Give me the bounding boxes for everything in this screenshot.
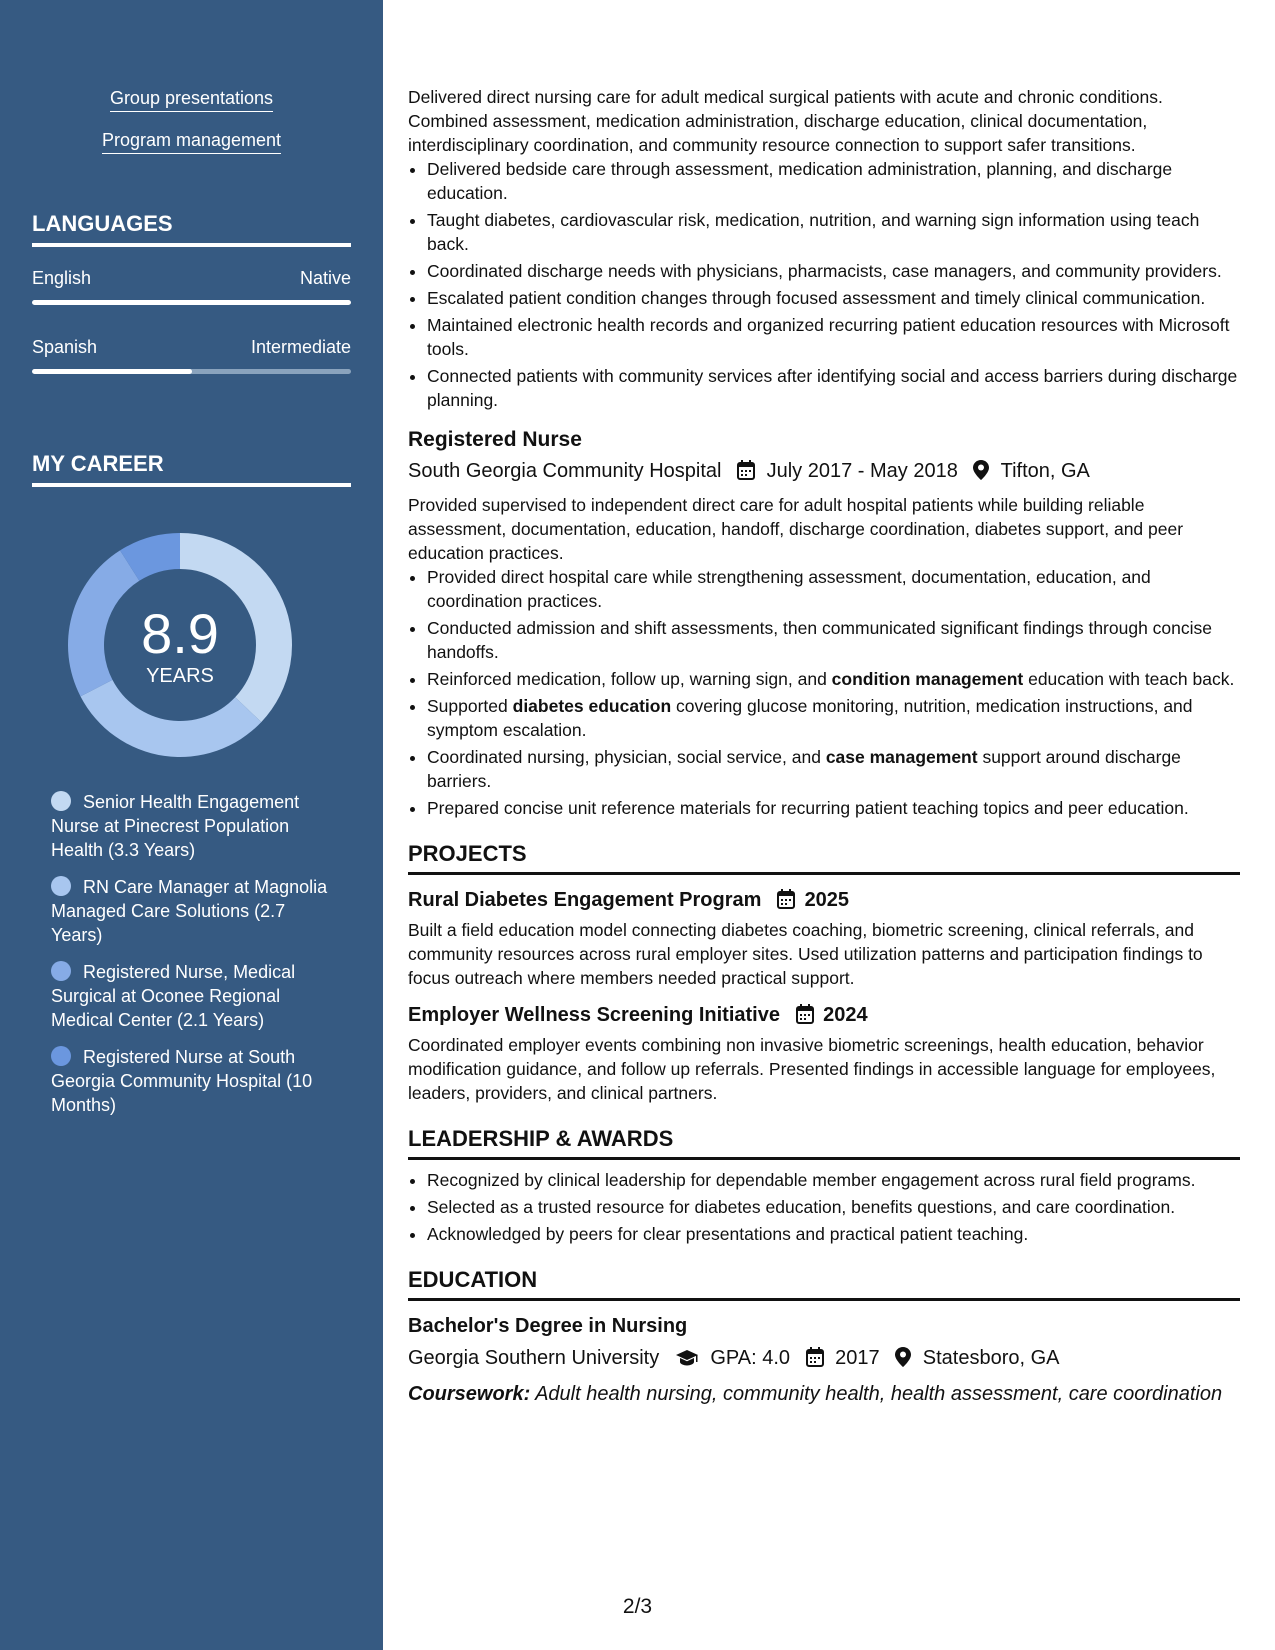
calendar-icon (806, 1346, 824, 1376)
job-meta (408, 456, 1240, 489)
main-content (408, 85, 1240, 1408)
bullet-item: • Provided direct hospital care while strengthening assessment, documentation, education, and coordination practices. (427, 565, 1240, 613)
languages-heading: LANGUAGES (32, 211, 351, 247)
project-name: Employer Wellness Screening Initiative (408, 1004, 780, 1026)
language-bar (32, 300, 351, 305)
job-title: Registered Nurse (408, 428, 582, 451)
career-item (51, 1045, 341, 1117)
project-description: Coordinated employer events combining non invasive biometric screenings, health education, behavior modification guidance, and follow up referrals. Presented findings in accessible language for employees, leaders, providers, and clinical partners. (408, 1035, 1216, 1103)
bullet-text: Supported (427, 696, 513, 716)
career-dot (51, 961, 71, 981)
bullet-item (427, 745, 1240, 793)
bullet-text: education with teach back. (1023, 669, 1235, 689)
projects-heading: PROJECTS (408, 840, 1240, 875)
job-location: Tifton, GA (1000, 460, 1090, 482)
skill-group-presentations[interactable]: Group presentations (110, 88, 273, 112)
bullet-item: • Connected patients with community services after identifying social and access barriers during discharge planning. (427, 364, 1240, 412)
bullet-item: • Coordinated discharge needs with physicians, pharmacists, case managers, and community providers. (427, 259, 1240, 283)
career-donut (60, 525, 300, 765)
career-item (51, 875, 341, 947)
page-number: 2/3 (622, 1595, 653, 1618)
leadership-list (408, 1168, 1240, 1246)
career-item-label: Senior Health Engagement Nurse at Pinecrest Population Health (3.3 Years) (51, 792, 300, 860)
language-level: Native (299, 268, 351, 288)
language-bar (32, 369, 351, 374)
education-meta (408, 1343, 1240, 1376)
bullet-text: Reinforced medication, follow up, warning sign, and (427, 669, 832, 689)
job-employer: South Georgia Community Hospital (408, 460, 722, 482)
graduation-year: 2017 (835, 1347, 880, 1369)
job-bullets (408, 565, 1240, 820)
project-name: Rural Diabetes Engagement Program (408, 889, 762, 911)
skill-program-management[interactable]: Program management (102, 130, 281, 154)
job-summary: Provided supervised to independent direct care for adult hospital patients while building reliable assessment, documentation, education, handoff, discharge coordination, diabetes support, and peer education practices. (408, 495, 1184, 563)
language-level: Intermediate (250, 337, 351, 357)
career-list (51, 790, 341, 1130)
calendar-icon (777, 888, 795, 918)
bullet-item: • Conducted admission and shift assessments, then communicated significant findings through concise handoffs. (427, 616, 1240, 664)
language-bar-fill (32, 369, 192, 374)
bullet-keyword: condition management (831, 669, 1024, 689)
bullet-text: covering glucose monitoring, nutrition, medication instructions, and symptom escalation. (427, 696, 1193, 740)
calendar-icon (796, 1003, 814, 1033)
project-year: 2024 (823, 1004, 868, 1026)
bullet-item: • Taught diabetes, cardiovascular risk, medication, nutrition, and warning sign information using teach back. (427, 208, 1240, 256)
career-item-label: Registered Nurse at South Georgia Community Hospital (10 Months) (51, 1047, 313, 1115)
career-item-label: Registered Nurse, Medical Surgical at Oconee Regional Medical Center (2.1 Years) (51, 962, 296, 1030)
career-total-years: 8.9 (141, 602, 219, 665)
bullet-item: • Acknowledged by peers for clear presentations and practical patient teaching. (427, 1222, 1240, 1246)
prev-job-summary: Delivered direct nursing care for adult medical surgical patients with acute and chronic conditions. Combined assessment, medication administration, discharge education, clinical documentation, interdisciplinary coordination, and community resource connection to support safer transitions. (408, 87, 1163, 155)
project-description: Built a field education model connecting diabetes coaching, biometric screening, clinical referrals, and community resources across rural employer sites. Used utilization patterns and participation findings to focus outreach where members needed practical support. (408, 920, 1203, 988)
career-item (51, 960, 341, 1032)
career-heading: MY CAREER (32, 451, 351, 487)
school-location: Statesboro, GA (922, 1347, 1060, 1369)
career-item (51, 790, 341, 862)
career-total-unit: YEARS (146, 665, 214, 687)
language-bar-fill (32, 300, 351, 305)
job-dates: July 2017 - May 2018 (766, 460, 958, 482)
bullet-item: • Escalated patient condition changes through focused assessment and timely clinical communication. (427, 286, 1240, 310)
language-name: Spanish (32, 337, 98, 357)
bullet-keyword: diabetes education (512, 696, 672, 716)
degree-title: Bachelor's Degree in Nursing (408, 1315, 688, 1337)
coursework-text: Adult health nursing, community health, health assessment, care coordination (530, 1383, 1223, 1405)
bullet-item (427, 694, 1240, 742)
school-name: Georgia Southern University (408, 1347, 660, 1369)
bullet-item: • Prepared concise unit reference materials for recurring patient teaching topics and peer education. (427, 796, 1240, 820)
project-title (408, 1000, 1240, 1033)
coursework (408, 1380, 1240, 1408)
bullet-text: Coordinated nursing, physician, social service, and (427, 747, 826, 767)
career-item-label: RN Care Manager at Magnolia Managed Care Solutions (2.7 Years) (51, 877, 328, 945)
gpa: GPA: 4.0 (710, 1347, 791, 1369)
career-dot (51, 1046, 71, 1066)
leadership-heading: LEADERSHIP & AWARDS (408, 1125, 1240, 1160)
bullet-text: support around discharge barriers. (427, 747, 1181, 791)
sidebar (0, 0, 383, 1650)
location-pin-icon (973, 459, 989, 489)
coursework-label: Coursework: (408, 1383, 531, 1405)
education-heading: EDUCATION (408, 1266, 1240, 1301)
graduation-cap-icon (675, 1346, 699, 1376)
bullet-item: • Selected as a trusted resource for diabetes education, benefits questions, and care coordination. (427, 1195, 1240, 1219)
location-pin-icon (895, 1346, 911, 1376)
career-dot (51, 791, 71, 811)
career-dot (51, 876, 71, 896)
bullet-item: • Delivered bedside care through assessment, medication administration, planning, and discharge education. (427, 157, 1240, 205)
bullet-keyword: case management (825, 747, 978, 767)
language-name: English (32, 268, 92, 288)
project-year: 2025 (804, 889, 850, 911)
bullet-item: • Maintained electronic health records and organized recurring patient education resources with Microsoft tools. (427, 313, 1240, 361)
project-title (408, 885, 1240, 918)
prev-job-bullets (408, 157, 1240, 412)
skills-list (0, 88, 383, 154)
calendar-icon (737, 459, 755, 489)
bullet-item: • Recognized by clinical leadership for dependable member engagement across rural field programs. (427, 1168, 1240, 1192)
bullet-item (427, 667, 1240, 691)
career-donut-segment (80, 680, 261, 757)
